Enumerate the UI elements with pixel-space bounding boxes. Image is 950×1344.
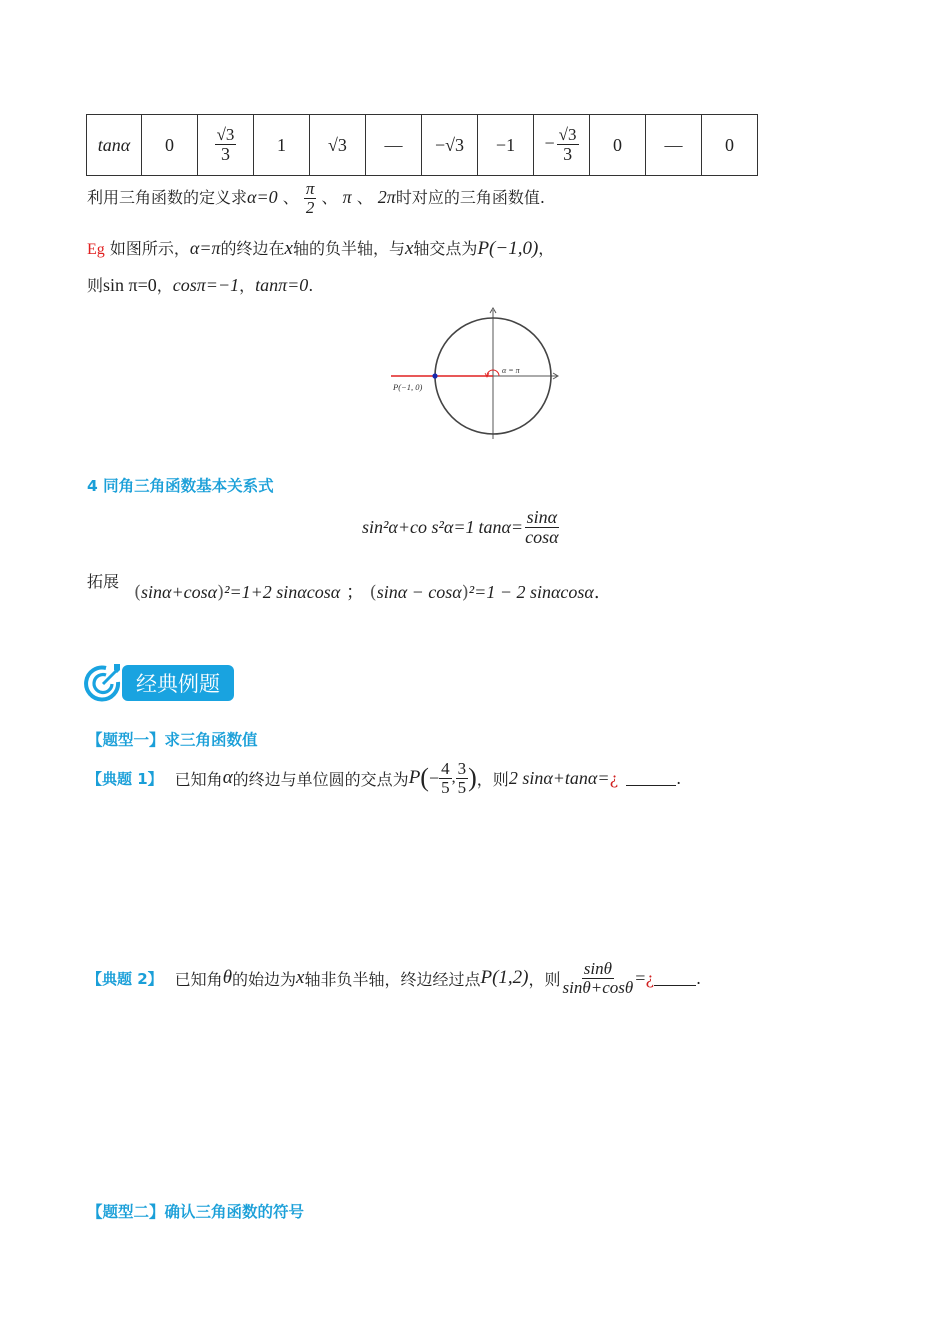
cell-6: −1	[478, 115, 534, 176]
example1-tag: 【典题 1】	[87, 769, 163, 788]
tan-identity-fraction	[523, 508, 560, 547]
fraction-numerator: π	[305, 179, 315, 198]
expand-label: 拓展	[87, 572, 120, 591]
target-dart-icon	[84, 660, 124, 704]
fraction-numerator: 4	[441, 759, 450, 778]
point-p: P	[408, 767, 421, 789]
result-prefix: 则	[87, 276, 104, 295]
expand-formulas: (sinα+cosα)²=1+2 sinαcosα ； (sinα − cosα)²=1 − 2 sinαcosα.	[134, 582, 600, 603]
cell-7	[534, 115, 590, 176]
fraction-denominator: sinθ+cosθ	[562, 977, 634, 997]
formula2-rhs: ²=1 − 2 sinαcosα	[468, 582, 594, 602]
x-var: x	[284, 238, 293, 259]
type2-heading: 【题型二】确认三角函数的符号	[87, 1203, 305, 1221]
fraction-numerator: √3	[216, 125, 235, 145]
separator: ；	[345, 582, 364, 603]
example2-line	[87, 960, 701, 997]
tan-identity-lhs: tanα=	[478, 516, 524, 537]
example1-text: ，则	[476, 769, 509, 789]
minus-sign: −	[428, 767, 440, 788]
section4-heading: 4 同角三角函数基本关系式	[87, 477, 274, 495]
answer-blank[interactable]	[626, 771, 676, 786]
cos-pi: cosπ=−1	[172, 275, 240, 295]
example-text: 轴的负半轴，与	[292, 239, 405, 258]
equals-sign: =	[635, 967, 646, 988]
cell-2: 1	[254, 115, 310, 176]
theta-var: θ	[222, 967, 233, 989]
example2-text: 轴非负半轴，终边经过点	[304, 969, 481, 989]
definition-suffix: 时对应的三角函数值.	[395, 187, 545, 207]
section-banner: 经典例题	[122, 665, 234, 701]
fraction-denominator: 3	[563, 143, 573, 164]
ratio-fraction	[561, 960, 636, 997]
tan-values-table	[86, 114, 758, 176]
pi: π	[342, 186, 352, 207]
example2-text: 的始边为	[232, 969, 297, 989]
period: .	[695, 968, 702, 988]
separator: 、	[356, 187, 373, 207]
angle-label: α = π	[502, 366, 520, 375]
example-text: 轴交点为	[413, 239, 478, 258]
cell-0: 0	[142, 115, 198, 176]
separator: ，	[156, 276, 173, 295]
example2-text: 已知角	[174, 969, 223, 989]
example1-text: 已知角	[174, 769, 223, 789]
definition-line	[87, 180, 545, 217]
two-pi: 2π	[377, 186, 396, 207]
cell-3: √3	[310, 115, 366, 176]
alpha-zero: α=0	[247, 186, 278, 207]
fraction-denominator: 2	[305, 197, 315, 217]
fraction-denominator: 3	[221, 143, 230, 164]
pi-over-2	[304, 180, 317, 217]
tan-pi: tanπ=0	[255, 275, 309, 295]
row-label: tanα	[87, 115, 142, 176]
point-p: P(−1,0)	[477, 238, 539, 259]
period: .	[593, 582, 600, 603]
y-coordinate-fraction	[456, 760, 469, 797]
separator: 、	[321, 187, 338, 207]
cell-10: 0	[702, 115, 758, 176]
eg-tag: Eg	[87, 241, 105, 258]
fraction-numerator: sinθ	[583, 959, 612, 978]
example-line	[87, 236, 554, 263]
example-text: 的终边在	[220, 239, 285, 258]
table-row	[87, 115, 758, 176]
period: .	[676, 768, 682, 788]
formula1-inner: sinα+cosα	[141, 582, 218, 602]
fraction	[557, 126, 579, 164]
fraction-numerator: sinα	[526, 507, 558, 527]
alpha-pi: α=π	[189, 238, 221, 258]
pythagorean-identity: sin²α+co s²α=1	[362, 516, 475, 537]
example1-text: 的终边与单位圆的交点为	[232, 769, 409, 789]
fraction-numerator: √3	[558, 125, 577, 145]
cell-5: −√3	[422, 115, 478, 176]
example-text: 如图所示，	[109, 239, 190, 258]
fraction-denominator: 5	[457, 777, 467, 797]
fraction-denominator: 5	[441, 777, 450, 797]
result-line	[87, 273, 313, 298]
cell-1	[198, 115, 254, 176]
example2-text: ，则	[528, 969, 561, 989]
cell-4: —	[366, 115, 422, 176]
example2-tag: 【典题 2】	[87, 969, 163, 988]
example1-line: 【典题 1】 已知角 α 的终边与单位圆的交点为 P ( − $\frac{4}{5}$ , $\frac{3}{5}$ ) ，则 2 sinα+tanα= ¿ .	[87, 759, 682, 797]
example1-expression: 2 sinα+tanα=	[508, 767, 610, 788]
x-var: x	[404, 238, 414, 259]
fraction-numerator: 3	[457, 759, 467, 778]
type1-heading: 【题型一】求三角函数值	[87, 731, 258, 749]
answer-mark: ¿	[609, 768, 619, 788]
alpha-var: α	[222, 767, 233, 789]
identity-line	[362, 508, 561, 547]
point-p-marker	[432, 373, 437, 378]
fraction	[215, 126, 237, 164]
formula1-rhs: ²=1+2 sinαcosα	[224, 582, 341, 602]
cell-8: 0	[590, 115, 646, 176]
comma: ，	[538, 239, 555, 258]
x-var: x	[296, 967, 305, 989]
point-p: P(1,2)	[480, 967, 529, 989]
definition-prefix: 利用三角函数的定义求	[87, 187, 248, 207]
formula2-inner: sinα − cosα	[376, 582, 462, 602]
separator: 、	[282, 187, 299, 207]
answer-mark: ¿	[645, 968, 654, 988]
point-label: P(−1, 0)	[393, 382, 423, 392]
answer-blank[interactable]	[654, 971, 696, 986]
separator: ，	[239, 276, 256, 295]
fraction-denominator: cosα	[525, 526, 559, 547]
sin-pi: sin π=0	[103, 275, 157, 295]
unit-circle-figure	[385, 305, 565, 445]
x-coordinate-fraction	[439, 760, 452, 797]
cell-9: —	[646, 115, 702, 176]
minus-sign: −	[544, 133, 555, 154]
period: .	[308, 276, 314, 295]
